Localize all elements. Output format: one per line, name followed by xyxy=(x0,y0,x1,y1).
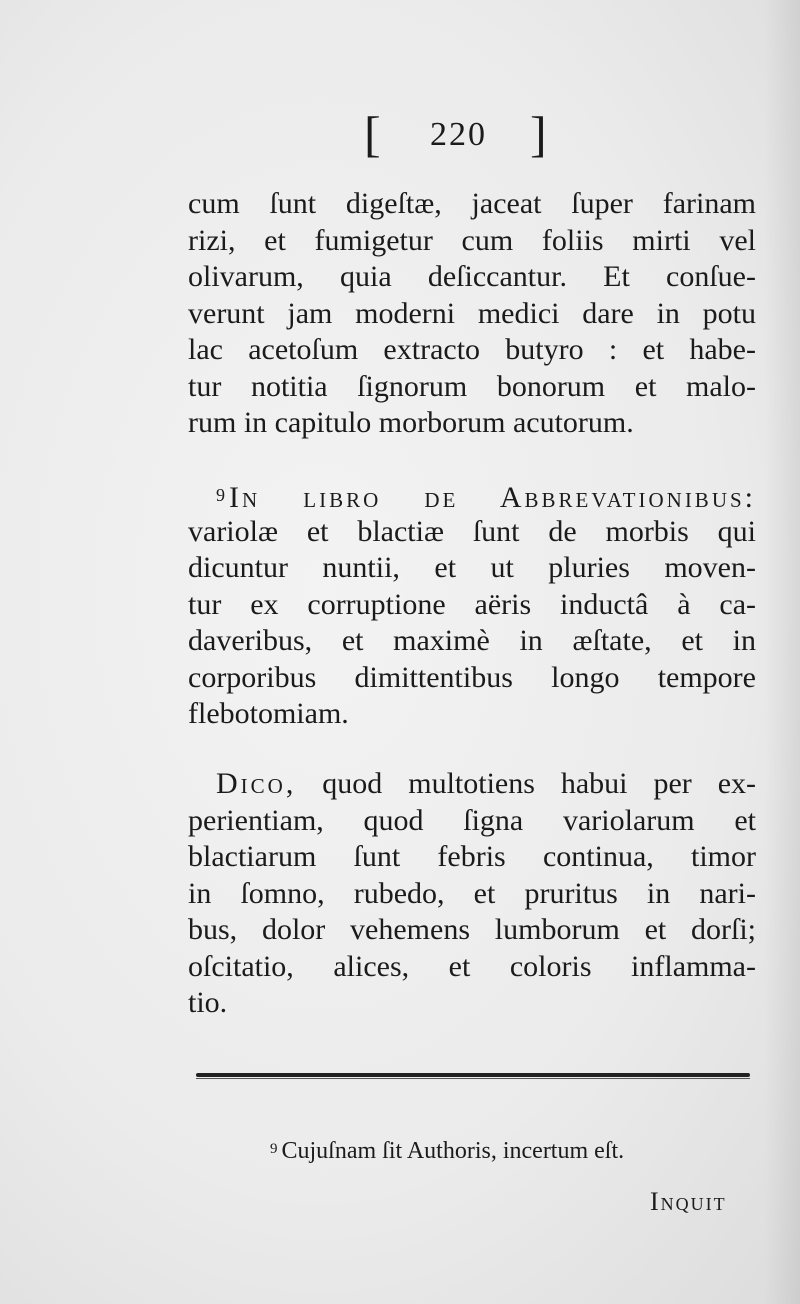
paragraph-3 xyxy=(188,766,756,1022)
text-line: verunt jam moderni medici dare in potu xyxy=(188,296,756,330)
text-line: corporibus dimittentibus longo tempore xyxy=(188,660,756,694)
section-heading: In libro de Abbrevationibus: xyxy=(229,481,756,514)
opening-word: Dico, xyxy=(216,767,297,800)
page-header xyxy=(0,104,800,164)
note-marker: 9 xyxy=(216,485,225,505)
text-line: variolæ et blactiæ ſunt de morbis qui xyxy=(188,514,756,548)
text-line: olivarum, quia deſiccantur. Et conſue- xyxy=(188,260,756,293)
text-line: rizi, et fumigetur cum foliis mirti vel xyxy=(188,223,756,257)
page-number: 220 xyxy=(430,116,487,153)
right-bracket: ] xyxy=(530,106,547,162)
paragraph-1 xyxy=(188,186,756,442)
paragraph-2-heading-line xyxy=(188,477,756,514)
text-line: dicuntur nuntii, et ut pluries moven- xyxy=(188,551,756,584)
text-line: oſcitatio, alices, et coloris inflamma- xyxy=(188,949,756,983)
text-line: bus, dolor vehemens lumborum et dorſi; xyxy=(188,913,756,946)
text-line: blactiarum ſunt febris continua, timor xyxy=(188,840,756,873)
text-line: rum in capitulo morborum acutorum. xyxy=(188,406,634,439)
paragraph-2 xyxy=(188,477,756,733)
text-line: cum ſunt digeſtæ, jaceat ſuper farinam xyxy=(188,187,756,220)
footnote xyxy=(270,1134,624,1166)
catchword: Inquit xyxy=(650,1187,727,1216)
footnote-rule-shadow xyxy=(196,1078,750,1079)
paragraph-3-first-line xyxy=(188,766,756,803)
text-line: daveribus, et maximè in æſtate, et in xyxy=(188,624,756,657)
footnote-rule xyxy=(196,1073,750,1077)
text-line: tio. xyxy=(188,986,228,1019)
first-line-text: quod multotiens habui per ex- xyxy=(322,767,756,800)
text-line: flebotomiam. xyxy=(188,697,349,730)
left-bracket: [ xyxy=(364,106,381,162)
page-edge-shadow xyxy=(764,0,800,1304)
text-line: lac acetoſum extracto butyro : et habe- xyxy=(188,333,756,366)
text-line: perientiam, quod ſigna variolarum et xyxy=(188,803,756,837)
text-line: tur notitia ſignorum bonorum et malo- xyxy=(188,369,756,403)
footnote-text: Cujuſnam ſit Authoris, incertum eſt. xyxy=(281,1138,625,1164)
text-line: in ſomno, rubedo, et pruritus in nari- xyxy=(188,876,756,910)
footnote-marker: 9 xyxy=(270,1141,278,1157)
text-line: tur ex corruptione aëris inductâ à ca- xyxy=(188,587,756,621)
